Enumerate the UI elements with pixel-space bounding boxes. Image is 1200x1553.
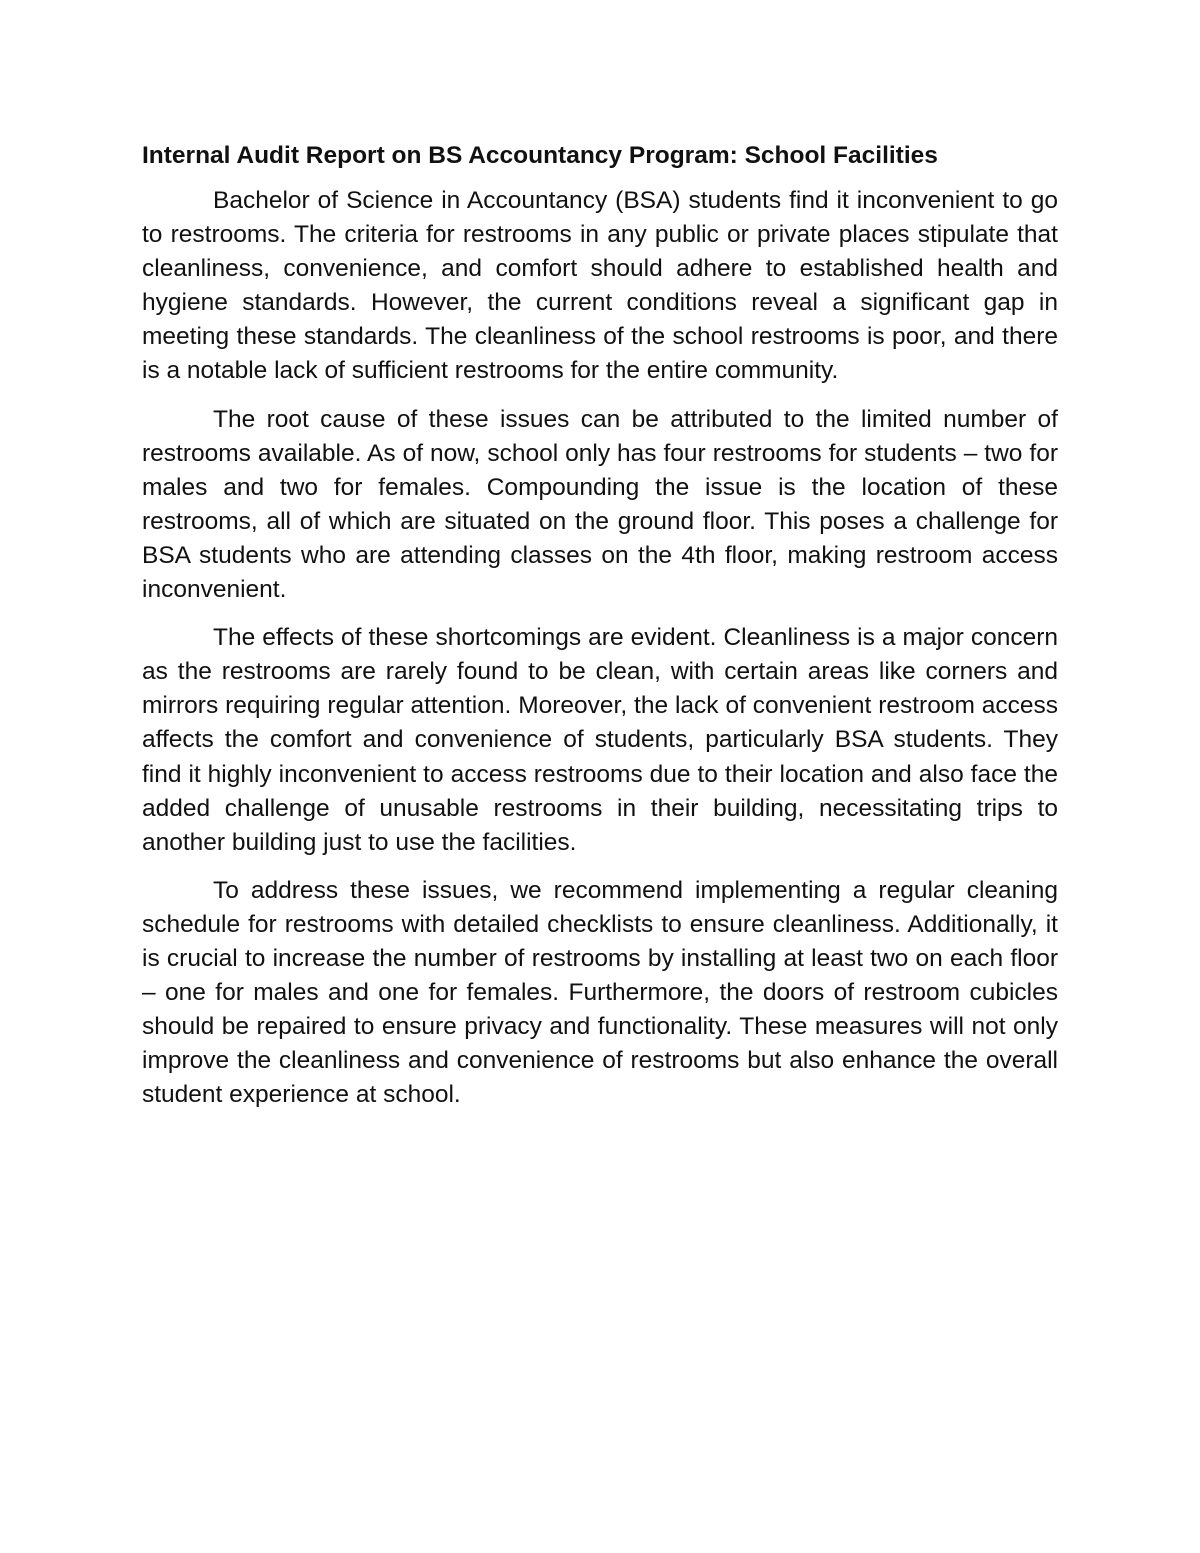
paragraph-recommendations: To address these issues, we recommend implementing a regular cleaning schedule for restrooms with detailed checklists to ensure cleanliness. Additionally, it is crucial to increase the number of restrooms by installing at least two on each floor – one for males and one for females. Furthermore, the doors of restroom cubicles should be repaired to ensure privacy and functionality. These measures will not only improve the cleanliness and convenience of restrooms but also enhance the overall student experience at school. [142,876,1058,1109]
document-title: Internal Audit Report on BS Accountancy Program: School Facilities [142,142,938,169]
paragraph-effects: The effects of these shortcomings are evident. Cleanliness is a major concern as the restrooms are rarely found to be clean, with certain areas like corners and mirrors requiring regular attention. Moreover, the lack of convenient restroom access affects the comfort and convenience of students, particularly BSA students. They find it highly inconvenient to access restrooms due to their location and also face the added challenge of unusable restrooms in their building, necessitating trips to another building just to use the facilities. [142,624,1058,856]
document-body [142,139,1058,1126]
paragraph-root-cause: The root cause of these issues can be attributed to the limited number of restrooms available. As of now, school only has four restrooms for students – two for males and two for females. Compounding the issue is the location of these restrooms, all of which are situated on the ground floor. This poses a challenge for BSA students who are attending classes on the 4th floor, making restroom access inconvenient. [142,405,1058,604]
paragraph-problem: Bachelor of Science in Accountancy (BSA) students find it inconvenient to go to restrooms. The criteria for restrooms in any public or private places stipulate that cleanliness, convenience, and comfort should adhere to established health and hygiene standards. However, the current conditions reveal a significant gap in meeting these standards. The cleanliness of the school restrooms is poor, and there is a notable lack of sufficient restrooms for the entire community. [142,187,1058,385]
